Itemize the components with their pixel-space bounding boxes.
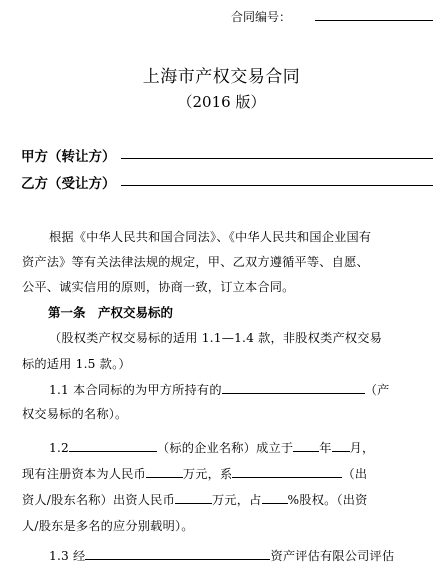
clause-1-3-suffix: 资产评估有限公司评估	[270, 549, 395, 563]
clause-1-1-prefix: 1.1 本合同标的为甲方所持有的	[49, 383, 222, 397]
article-1-note-line-2: 标的适用 1.5 款。）	[22, 357, 131, 371]
established-year-field[interactable]	[293, 439, 319, 452]
clause-1-1-line-1	[49, 381, 390, 398]
party-a-label: 甲方（转让方）	[21, 149, 116, 165]
clause-1-3-prefix: 1.3 经	[49, 549, 86, 563]
clause-1-1-line-2: 权交易标的名称）。	[22, 407, 128, 421]
clause-1-2-prefix: 1.2	[49, 441, 69, 455]
appraisal-company-name-field[interactable]	[85, 547, 270, 560]
document-title: 上海市产权交易合同	[142, 67, 301, 87]
share-percent-field[interactable]	[262, 491, 288, 504]
document-edition: （2016 版）	[177, 93, 266, 111]
contribution-label: 资人/股东名称）出资人民币	[22, 493, 175, 507]
clause-1-2-line-1	[49, 439, 374, 456]
registered-capital-field[interactable]	[146, 465, 183, 478]
preamble-line-3: 公平、诚实信用的原则，协商一致，订立本合同。	[22, 280, 295, 294]
party-a-field[interactable]	[121, 146, 433, 159]
clause-1-2-month: 月，	[349, 441, 375, 455]
clause-1-2-line-2	[22, 465, 367, 482]
transaction-object-name-field[interactable]	[222, 381, 365, 394]
clause-1-2-year: 年	[319, 441, 332, 455]
clause-1-2-line-4: 人/股东是多名的应分别载明）。	[22, 519, 194, 533]
clause-1-2-chu-label: （出	[342, 467, 368, 481]
clause-1-3-line-1	[49, 547, 394, 564]
contract-number-field[interactable]	[315, 9, 433, 21]
party-b-label: 乙方（受让方）	[21, 176, 116, 192]
contribution-amount-field[interactable]	[175, 491, 212, 504]
clause-1-2-mid: （标的企业名称）成立于	[156, 441, 294, 455]
article-1-note-line-1: （股权类产权交易标的适用 1.1—1.4 款，非股权类产权交易	[49, 331, 383, 345]
established-month-field[interactable]	[332, 439, 350, 452]
party-b-field[interactable]	[121, 173, 433, 186]
clause-1-2-equity-label: %股权。（出资	[287, 493, 368, 507]
article-1-heading: 第一条 产权交易标的	[48, 305, 174, 320]
share-percent-label: 万元，占	[211, 493, 262, 507]
clause-1-2-wanyuan-label: 万元，系	[182, 467, 233, 481]
preamble-line-1: 根据《中华人民共和国合同法》、《中华人民共和国企业国有	[49, 230, 372, 244]
clause-1-2-line-3	[22, 491, 368, 508]
shareholder-name-field[interactable]	[232, 465, 342, 478]
target-company-name-field[interactable]	[69, 439, 157, 452]
registered-capital-label: 现有注册资本为人民币	[22, 467, 146, 481]
clause-1-1-suffix: （产	[364, 383, 390, 397]
contract-number-label: 合同编号：	[231, 10, 292, 24]
preamble-line-2: 资产法》等有关法律法规的规定，甲、乙双方遵循平等、自愿、	[22, 255, 369, 269]
